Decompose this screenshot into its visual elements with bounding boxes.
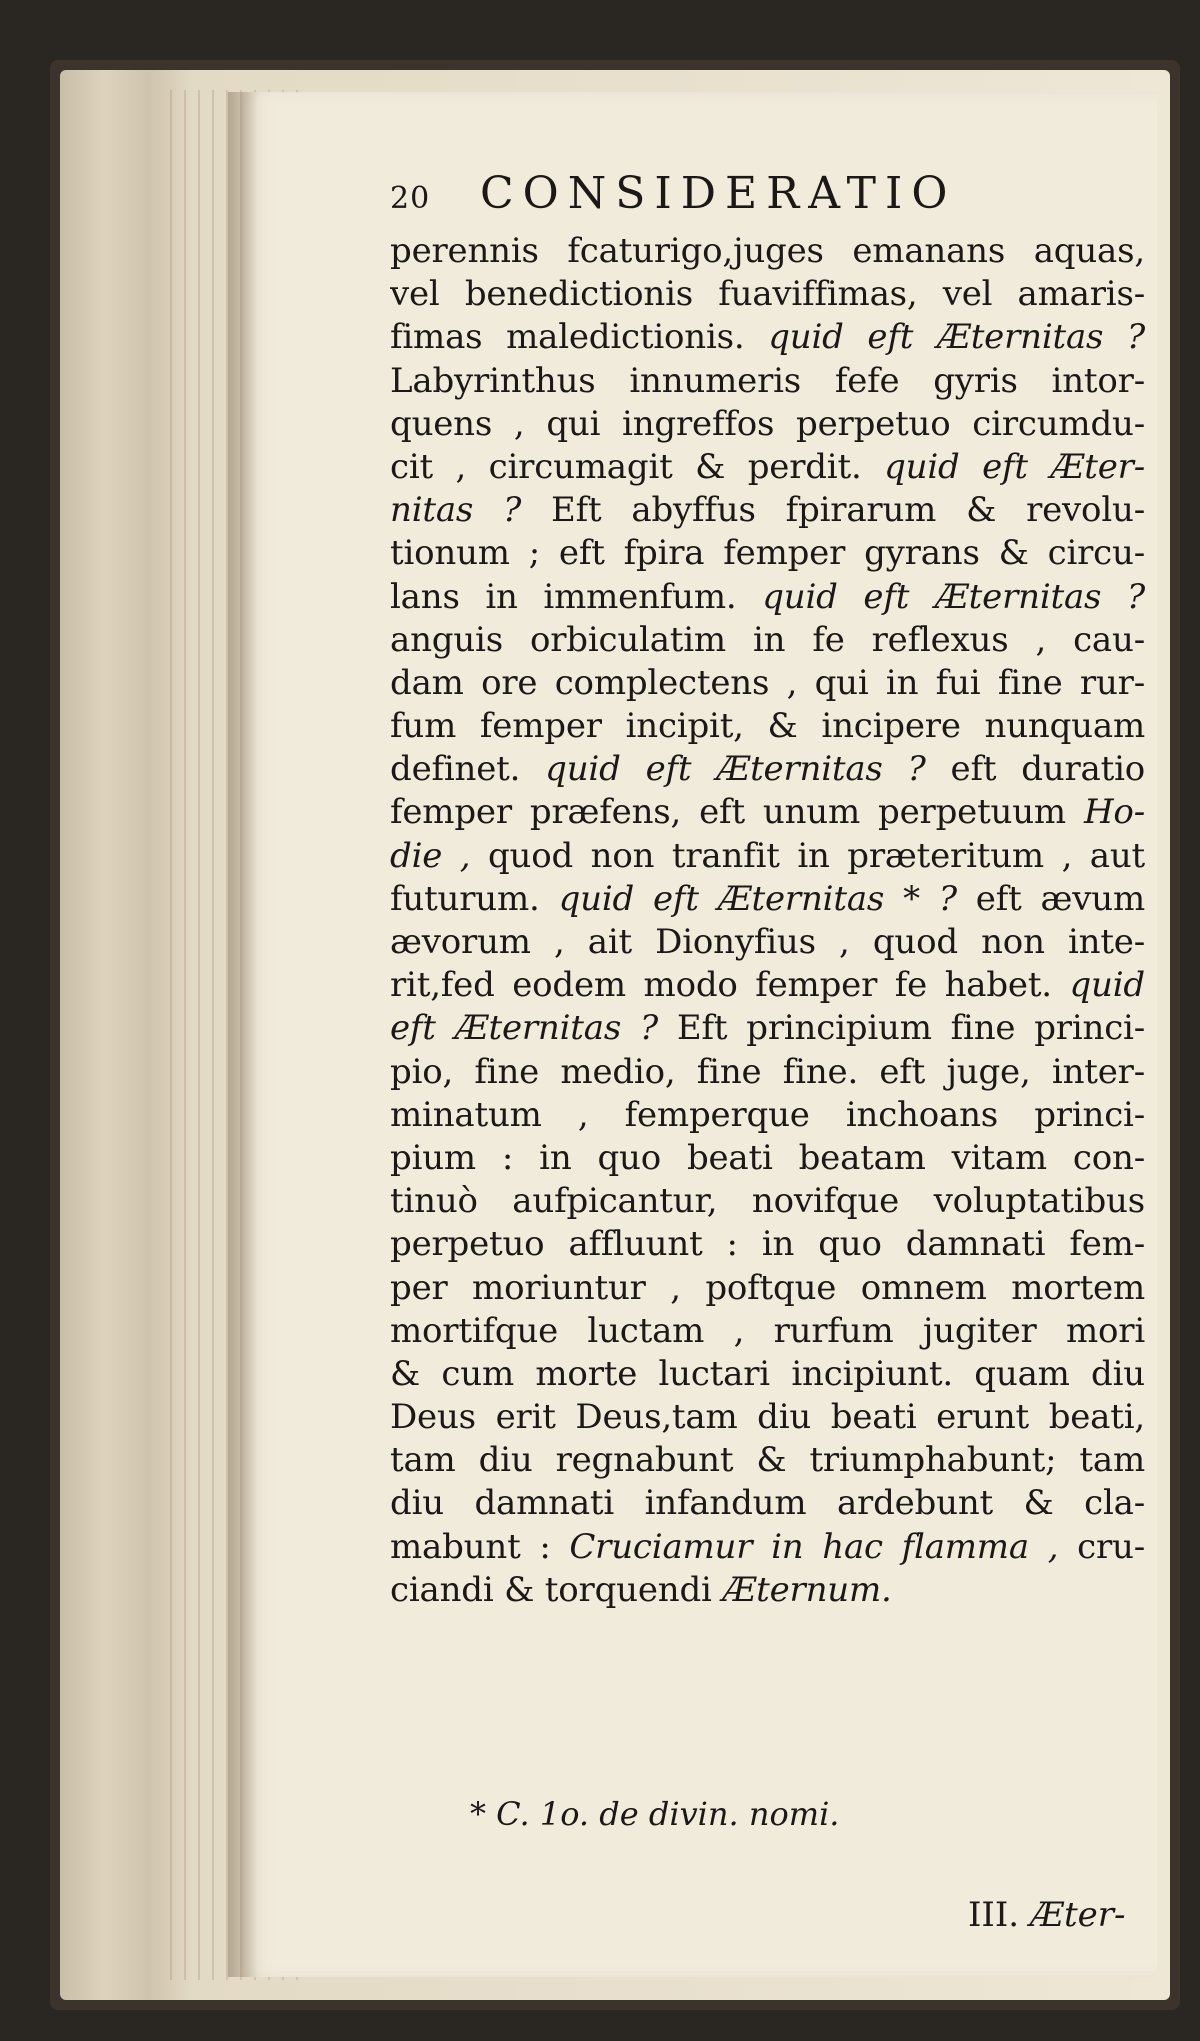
body-text — [390, 230, 1145, 1612]
running-title: CONSIDERATIO — [480, 168, 957, 219]
text-segment: futurum. — [390, 878, 559, 919]
catchword-italic: Æter- — [1029, 1895, 1126, 1935]
text-line — [390, 316, 1145, 359]
text-line — [390, 1310, 1145, 1353]
text-segment: mortifque luctam , rurfum jugiter mori — [390, 1310, 1145, 1351]
text-line — [390, 748, 1145, 791]
text-segment: eft duratio — [925, 749, 1145, 790]
text-line — [390, 403, 1145, 446]
text-segment: pium : in quo beati beatam vitam con- — [390, 1137, 1145, 1178]
text-line — [390, 489, 1145, 532]
italic-segment: nitas ? — [390, 490, 552, 531]
text-segment: mabunt : — [390, 1526, 570, 1567]
text-segment: quens , qui ingreffos perpetuo circumdu- — [390, 403, 1145, 444]
text-segment: quod non tranfit in præteritum , aut — [470, 835, 1145, 876]
text-line — [390, 791, 1145, 834]
text-segment: tinuò aufpicantur, novifque voluptatibus — [390, 1181, 1145, 1222]
text-segment: vel benedictionis fuaviffimas, vel amaris- — [390, 274, 1145, 315]
text-line — [390, 360, 1145, 403]
text-segment: cit , circumagit & perdit. — [390, 446, 885, 487]
italic-segment: eft Æternitas ? — [390, 1008, 677, 1049]
italic-segment: quid — [1069, 965, 1145, 1006]
text-block — [390, 168, 1145, 1612]
text-line — [390, 1353, 1145, 1396]
text-segment: Deus erit Deus,tam diu beati erunt beati, — [390, 1397, 1145, 1438]
text-segment: per moriuntur , poftque omnem mortem — [390, 1267, 1145, 1308]
page-number: 20 — [390, 181, 431, 216]
italic-segment: quid eft Æternitas * ? — [558, 878, 957, 919]
text-segment: fum femper incipit, & incipere nunquam — [390, 706, 1145, 747]
catchword — [968, 1895, 1125, 1935]
text-segment: cru- — [1058, 1526, 1145, 1567]
italic-segment: quid eft Æter- — [884, 446, 1145, 487]
text-line — [390, 619, 1145, 662]
text-line — [390, 1267, 1145, 1310]
text-segment: diu damnati infandum ardebunt & cla- — [390, 1483, 1145, 1524]
text-line — [390, 576, 1145, 619]
text-segment: tionum ; eft fpira femper gyrans & circu- — [390, 533, 1145, 574]
text-line — [390, 1439, 1145, 1482]
text-line — [390, 878, 1145, 921]
text-segment: ævorum , ait Dionyfius , quod non inte- — [390, 922, 1145, 962]
text-segment: ciandi & torquendi — [390, 1569, 723, 1610]
text-segment: definet. — [390, 749, 546, 790]
text-line — [390, 1482, 1145, 1525]
italic-segment: Ho- — [1083, 792, 1145, 833]
italic-segment: die , — [390, 835, 471, 876]
text-line — [390, 835, 1145, 878]
italic-segment: quid eft Æternitas ? — [762, 576, 1145, 617]
text-line — [390, 230, 1145, 273]
page-header — [390, 168, 1145, 228]
text-line — [390, 1094, 1145, 1137]
italic-segment: Æternum. — [722, 1569, 892, 1610]
text-line — [390, 446, 1145, 489]
text-segment: dam ore complectens , qui in fui fine rur- — [390, 662, 1145, 703]
text-segment: rit,fed eodem modo femper fe habet. — [390, 965, 1070, 1006]
italic-segment: Cruciamur in hac flamma , — [569, 1526, 1059, 1567]
text-segment: minatum , femperque inchoans princi- — [390, 1094, 1145, 1135]
text-segment: perennis fcaturigo,juges emanans aquas, — [390, 231, 1145, 271]
text-segment: lans in immenfum. — [390, 576, 763, 617]
text-line — [390, 662, 1145, 705]
text-line — [390, 1526, 1145, 1569]
italic-segment: quid eft Æternitas ? — [545, 749, 926, 790]
text-line — [390, 1569, 1145, 1612]
text-line — [390, 1137, 1145, 1180]
text-segment: pio, fine medio, fine fine. eft juge, inter- — [390, 1051, 1145, 1092]
text-segment: anguis orbiculatim in fe reflexus , cau- — [390, 619, 1145, 660]
text-line — [390, 964, 1145, 1007]
text-segment: Labyrinthus innumeris fefe gyris intor- — [390, 360, 1145, 401]
spine-shadow — [228, 92, 258, 1977]
italic-segment: quid eft Æternitas ? — [768, 317, 1145, 358]
footnote: * C. 1o. de divin. nomi. — [470, 1795, 840, 1833]
text-line — [390, 1007, 1145, 1050]
text-segment: fimas maledictionis. — [390, 317, 769, 358]
text-segment: femper præfens, eft unum perpetuum — [390, 792, 1084, 833]
text-segment: eft ævum — [956, 878, 1145, 919]
text-segment: Eft abyffus fpirarum & revolu- — [551, 490, 1145, 531]
catchword-roman: III. — [968, 1895, 1030, 1935]
text-line — [390, 705, 1145, 748]
text-line — [390, 1051, 1145, 1094]
text-line — [390, 1223, 1145, 1266]
text-segment: Eft principium fine princi- — [676, 1008, 1145, 1049]
text-line — [390, 921, 1145, 964]
text-line — [390, 273, 1145, 316]
text-segment: perpetuo affluunt : in quo damnati fem- — [390, 1224, 1145, 1265]
text-line — [390, 1396, 1145, 1439]
text-segment: tam diu regnabunt & triumphabunt; tam — [390, 1440, 1145, 1481]
text-line — [390, 532, 1145, 575]
text-line — [390, 1180, 1145, 1223]
text-segment: & cum morte luctari incipiunt. quam diu — [390, 1353, 1145, 1394]
